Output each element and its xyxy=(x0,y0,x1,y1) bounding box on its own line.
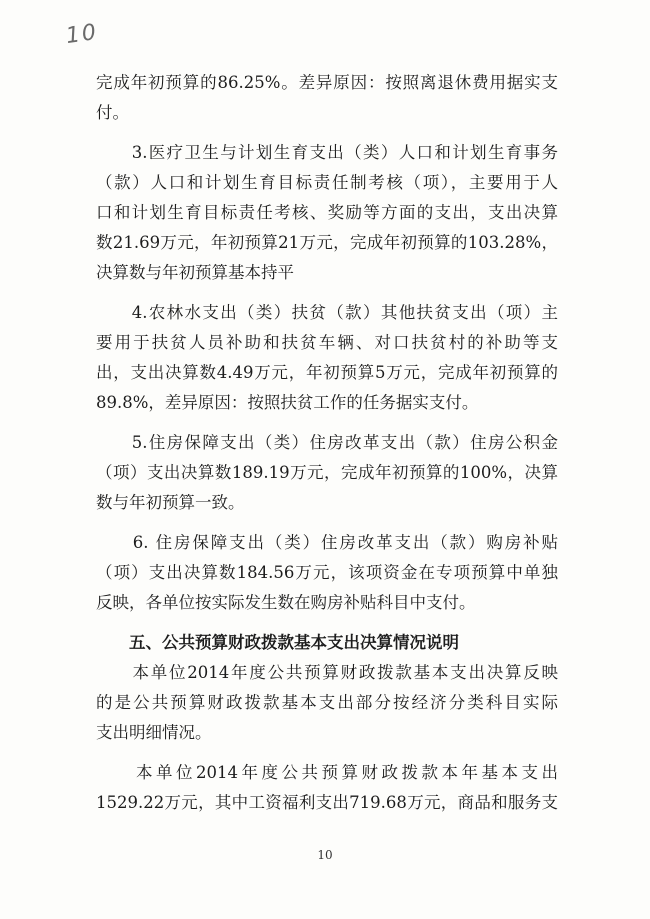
footer-page-number: 10 xyxy=(317,848,333,862)
text-line: 出，支出决算数4.49万元，年初预算5万元，完成年初预算的 xyxy=(96,363,558,382)
text-line: 数与年初预算一致。 xyxy=(96,493,245,512)
text-line: 1529.22万元，其中工资福利支出719.68万元，商品和服务支 xyxy=(96,793,558,812)
text-line: 反映，各单位按实际发生数在购房补贴科目中支付。 xyxy=(96,593,476,612)
body-text xyxy=(96,68,558,818)
text-line: （项）支出决算数184.56万元，该项资金在专项预算中单独 xyxy=(96,563,558,582)
text-line: （项）支出决算数189.19万元，完成年初预算的100%，决算 xyxy=(96,463,558,482)
text-line: 口和计划生育目标责任考核、奖励等方面的支出，支出决算 xyxy=(96,203,558,222)
text-line: 付。 xyxy=(96,103,129,122)
text-line: 6. 住房保障支出（类）住房改革支出（款）购房补贴 xyxy=(96,533,558,552)
text-line: 4.农林水支出（类）扶贫（款）其他扶贫支出（项）主 xyxy=(96,303,558,322)
text-line: 的是公共预算财政拨款基本支出部分按经济分类科目实际 xyxy=(96,693,558,712)
text-line: 要用于扶贫人员补助和扶贫车辆、对口扶贫村的补助等支 xyxy=(96,333,558,352)
text-line: 决算数与年初预算基本持平 xyxy=(96,263,294,282)
text-line: 完成年初预算的86.25%。差异原因：按照离退休费用据实支 xyxy=(96,73,558,92)
section-heading: 五、公共预算财政拨款基本支出决算情况说明 xyxy=(96,633,459,652)
text-line: 3.医疗卫生与计划生育支出（类）人口和计划生育事务 xyxy=(96,143,558,162)
handwritten-page-number: 10 xyxy=(64,19,100,50)
text-line: 本单位2014年度公共预算财政拨款基本支出决算反映 xyxy=(96,663,558,682)
text-line: 本单位2014年度公共预算财政拨款本年基本支出 xyxy=(96,763,558,782)
text-line: 5.住房保障支出（类）住房改革支出（款）住房公积金 xyxy=(96,433,558,452)
text-line: 89.8%，差异原因：按照扶贫工作的任务据实支付。 xyxy=(96,393,479,412)
text-line: 支出明细情况。 xyxy=(96,723,212,742)
text-line: （款）人口和计划生育目标责任制考核（项），主要用于人 xyxy=(96,173,558,192)
text-line: 数21.69万元，年初预算21万元，完成年初预算的103.28%， xyxy=(96,233,558,252)
